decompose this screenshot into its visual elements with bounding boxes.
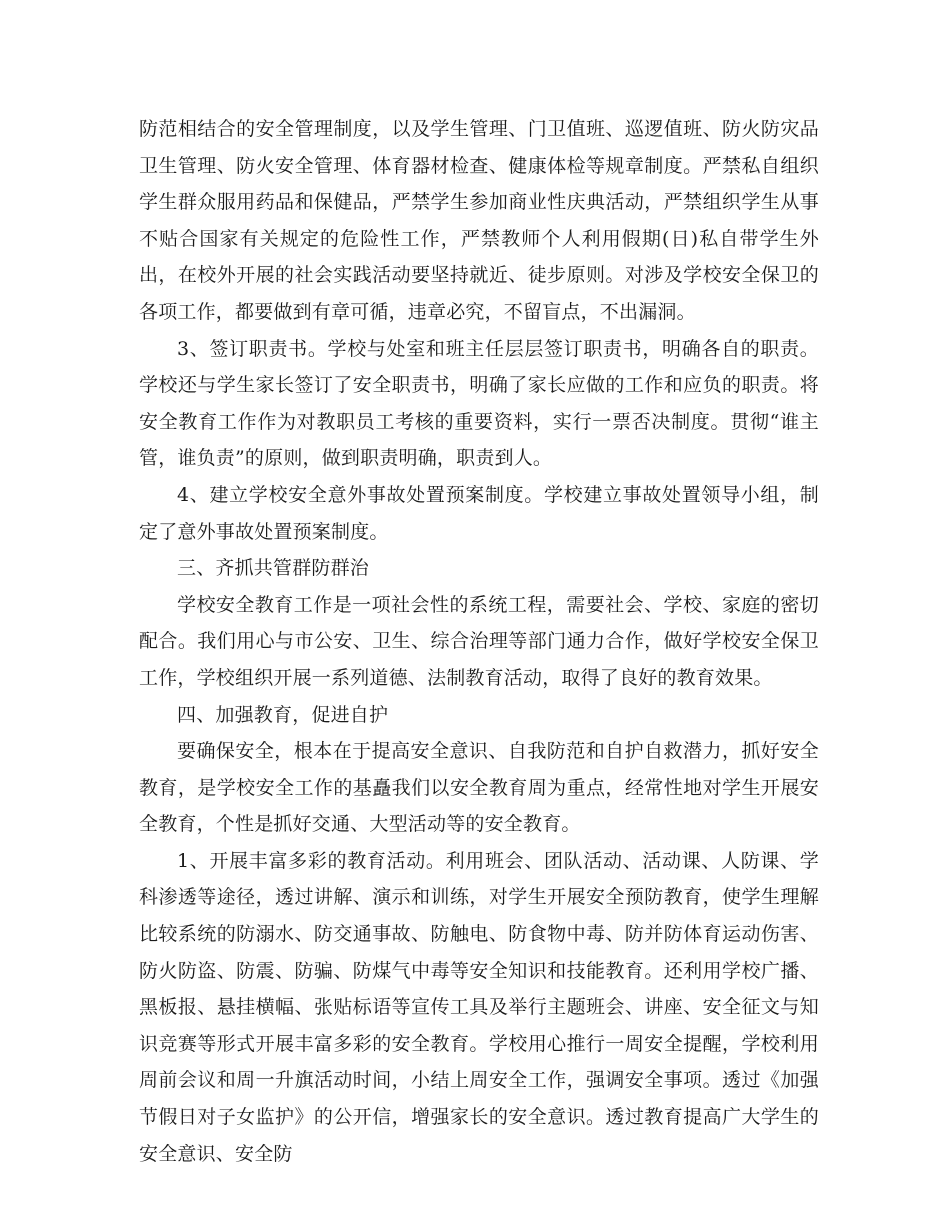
section-heading-3: 三、齐抓共管群防群治	[177, 557, 370, 580]
paragraph-5: 学校安全教育工作是一项社会性的系统工程，需要社会、学校、家庭的密切配合。我们用心与市公安、卫生、综合治理等部门通力合作，做好学校安全保卫工作，学校组织开展一系列道德、法制教育活动，取得了良好的教育效果。	[139, 593, 819, 689]
paragraph-7: 要确保安全，根本在于提高安全意识、自我防范和自护自救潜力，抓好安全教育，是学校安全工作的基矗我们以安全教育周为重点，经常性地对学生开展安全教育，个性是抓好交通、大型活动等的安全教育。	[139, 740, 819, 836]
paragraph-2: 3、签订职责书。学校与处室和班主任层层签订职责书，明确各自的职责。学校还与学生家长签订了安全职责书，明确了家长应做的工作和应负的职责。将安全教育工作作为对教职员工考核的重要资料，实行一票否决制度。贯彻“谁主管，谁负责”的原则，做到职责明确，职责到人。	[139, 337, 819, 470]
section-heading-4: 四、加强教育，促进自护	[177, 703, 389, 726]
paragraph-8: 1、开展丰富多彩的教育活动。利用班会、团队活动、活动课、人防课、学科渗透等途径，透过讲解、演示和训练，对学生开展安全预防教育，使学生理解比较系统的防溺水、防交通事故、防触电、防食物中毒、防并防体育运动伤害、防火防盗、防震、防骗、防煤气中毒等安全知识和技能教育。还利用学校广播、黑板报、悬挂横幅、张贴标语等宣传工具及举行主题班会、讲座、安全征文与知识竞赛等形式开展丰富多彩的安全教育。学校用心推行一周安全提醒，学校利用周前会议和周一升旗活动时间，小结上周安全工作，强调安全事项。透过《加强节假日对子女监护》的公开信，增强家长的安全意识。透过教育提高广大学生的安全意识、安全防	[139, 849, 819, 1165]
paragraph-3: 4、建立学校安全意外事故处置预案制度。学校建立事故处置领导小组，制定了意外事故处置预案制度。	[139, 483, 819, 543]
paragraph-1: 防范相结合的安全管理制度，以及学生管理、门卫值班、巡逻值班、防火防灾品卫生管理、防火安全管理、体育器材检查、健康体检等规章制度。严禁私自组织学生群众服用药品和保健品，严禁学生参加商业性庆典活动，严禁组织学生从事不贴合国家有关规定的危险性工作，严禁教师个人利用假期(日)私自带学生外出，在校外开展的社会实践活动要坚持就近、徒步原则。对涉及学校安全保卫的各项工作，都要做到有章可循，违章必究，不留盲点，不出漏洞。	[139, 118, 819, 323]
document-body	[139, 111, 819, 1172]
